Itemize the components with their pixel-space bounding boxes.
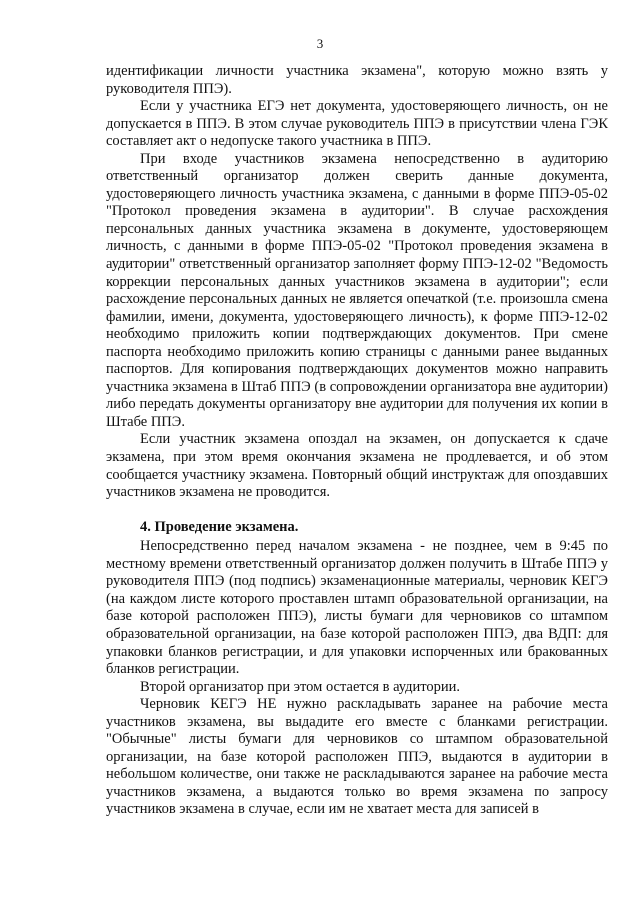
paragraph-second-organizer: Второй организатор при этом остается в аудитории.	[140, 678, 461, 695]
paragraph-entry-check: При входе участников экзамена непосредственно в аудиторию ответственный организатор должен сверить данные документа, удостоверяющего личность участника экзамена, с данными в форме ППЭ-05-02 "Протокол проведения экзамена в аудитории". В случае расхождения персональных данных участника экзамена в документе, удостоверяющем личность, с данными в форме ППЭ-05-02 "Протокол проведения экзамена в аудитории" ответственный организатор заполняет форму ППЭ-12-02 "Ведомость коррекции персональных данных участников экзамена в аудитории"; если расхождение персональных данных не является опечаткой (т.е. произошла смена фамилии, имени, документа, удостоверяющего личность), к форме ППЭ-12-02 необходимо приложить копии подтверждающих документов. При смене паспорта необходимо приложить копию страницы с данными ранее выданных паспортов. Для копирования подтверждающих документов можно направить участника экзамена в Штаб ППЭ (в сопровождении организатора вне аудитории) либо передать документы организатору вне аудитории для получения их копии в Штабе ППЭ.	[106, 150, 608, 430]
section-heading: 4. Проведение экзамена.	[140, 518, 299, 535]
paragraph-before-exam: Непосредственно перед началом экзамена - не позднее, чем в 9:45 по местному времени ответственный организатор должен получить в Штабе ППЭ у руководителя ППЭ (под подпись) экзаменационные материалы, черновик КЕГЭ (на каждом листе которого проставлен штамп образовательной организации, на базе которой расположен ППЭ), листы бумаги для черновиков со штампом образовательной организации, на базе которой расположен ППЭ, два ВДП: для упаковки бланков регистрации, и для упаковки испорченных или бракованных бланков регистрации.	[106, 538, 608, 678]
paragraph-no-id-document: Если у участника ЕГЭ нет документа, удостоверяющего личность, он не допускается в ППЭ. В этом случае руководитель ППЭ в присутствии члена ГЭК составляет акт о недопуске такого участника в ППЭ.	[106, 98, 608, 150]
paragraph-late-arrival: Если участник экзамена опоздал на экзамен, он допускается к сдаче экзамена, при этом время окончания экзамена не продлевается, и об этом сообщается участнику экзамена. Повторный общий инструктаж для опоздавших участников экзамена не проводится.	[106, 431, 608, 501]
page-number: 3	[316, 36, 324, 51]
page-content	[106, 63, 608, 819]
paragraph-continuation: идентификации личности участника экзамена", которую можно взять у руководителя ППЭ).	[106, 63, 608, 97]
paragraph-draft-sheets: Черновик КЕГЭ НЕ нужно раскладывать заранее на рабочие места участников экзамена, вы выдадите его вместе с бланками регистрации. "Обычные" листы бумаги для черновиков со штампом образовательной организации, на базе которой расположен ППЭ, выдаются в аудитории в небольшом количестве, они также не раскладываются заранее на рабочие места участников экзамена, а выдаются только во время экзамена по запросу участников экзамена в случае, если им не хватает места для записей в	[106, 696, 608, 818]
section-spacer	[106, 502, 608, 519]
